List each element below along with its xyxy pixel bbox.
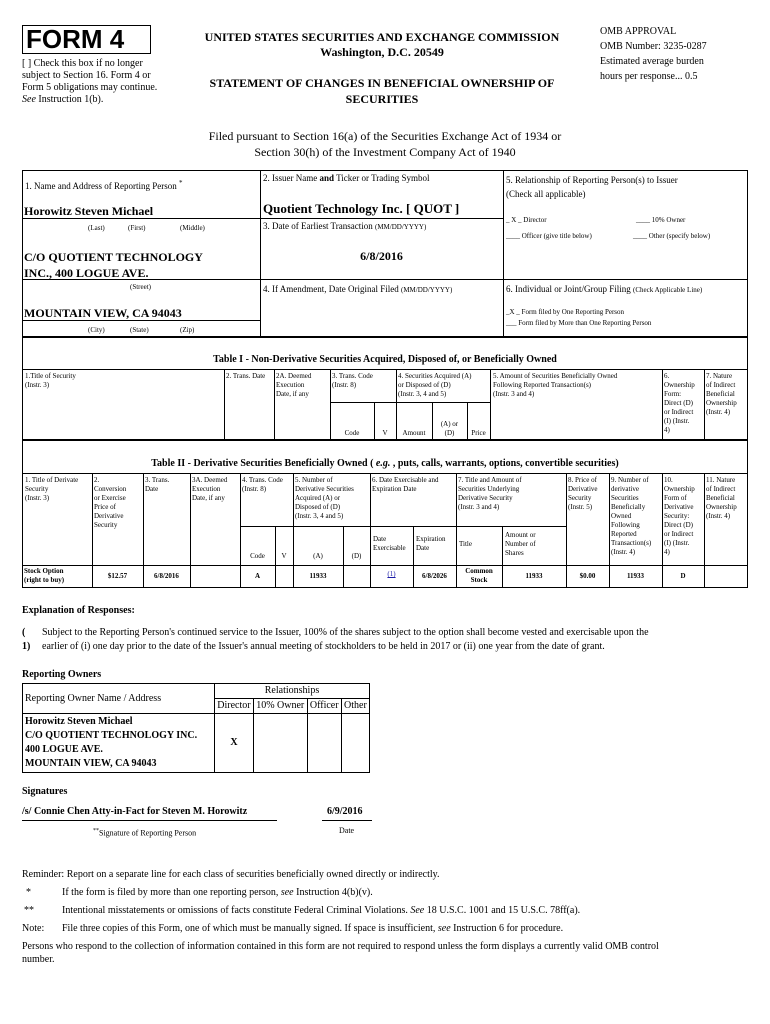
- form-title: FORM 4: [26, 24, 125, 54]
- owners-col-ten-pct: 10% Owner: [253, 699, 307, 714]
- t2-col-ownership-line: Security:: [664, 512, 690, 520]
- t2-sub-date-ex: [373, 535, 406, 553]
- omb-burden-1: Estimated average burden: [600, 56, 704, 67]
- t2-col-nature: [706, 476, 737, 521]
- t2-col-number: [295, 476, 354, 521]
- t2-row-acquired: 11933: [309, 572, 327, 580]
- reporting-person-address-2: INC., 400 LOGUE AVE.: [24, 266, 149, 280]
- owners-heading: Reporting Owners: [22, 669, 102, 680]
- t2-col-price-line: Security: [568, 494, 592, 502]
- t2-row-date: 6/8/2016: [154, 572, 179, 580]
- t2-row-code: A: [254, 572, 261, 580]
- owner-director-mark: X: [215, 714, 254, 773]
- statement-title: STATEMENT OF CHANGES IN BENEFICIAL OWNERSHIP OF SECURITIES: [209, 76, 555, 106]
- t2-col-ownership-line: Direct (D): [664, 521, 693, 529]
- filing-one-person: _X _ Form filed by One Reporting Person: [506, 308, 625, 316]
- t2-col-underlying-line: 7. Title and Amount of: [458, 476, 522, 484]
- relationship-ten-pct: ____ 10% Owner: [636, 216, 686, 224]
- t2-col-code: [242, 476, 283, 494]
- owners-col-other: Other: [341, 699, 369, 714]
- t1-sub-amount: Amount: [402, 429, 426, 437]
- t2-sub-amount: [505, 531, 536, 558]
- filed-pursuant-line-1: Filed pursuant to Section 16(a) of the Securities Exchange Act of 1934 or: [208, 129, 562, 143]
- t2-sub-v: V: [281, 552, 287, 560]
- t1-col-amount: 5. Amount of Securities Beneficially Owned Following Reported Transaction(s) (Instr. 3 and 4): [493, 372, 618, 398]
- reporting-person-name: Horowitz Steven Michael: [24, 204, 154, 218]
- reporting-person-city: MOUNTAIN VIEW, CA 94043: [24, 306, 182, 320]
- footer-star: *: [26, 887, 31, 898]
- t2-col-owned-line: Beneficially: [611, 503, 646, 511]
- t2-col-underlying-line: (Instr. 3 and 4): [458, 503, 500, 511]
- t2-col-price-line: (Instr. 5): [568, 503, 593, 511]
- t2-sub-amount-line: Amount or: [505, 531, 536, 539]
- t2-row-expiration: 6/8/2026: [422, 572, 447, 580]
- t2-sub-date-ex-line: Date: [373, 535, 387, 543]
- t2-col-ownership-line: Form of: [664, 494, 687, 502]
- relationship-other: ____ Other (specify below): [633, 232, 711, 240]
- t1-sub-code: Code: [344, 429, 360, 437]
- t1-sub-v: V: [382, 429, 388, 437]
- filing-more-persons: ___ Form filed by More than One Reporting Person: [506, 319, 652, 327]
- t2-sub-code: Code: [250, 552, 265, 560]
- t1-col-deemed: 2A. Deemed Execution Date, if any: [276, 372, 312, 398]
- relationship-officer: ____ Officer (give title below): [506, 232, 592, 240]
- footer-star-text: If the form is filed by more than one reporting person, see Instruction 4(b)(v).: [62, 887, 373, 898]
- t2-sub-a: (A): [313, 552, 323, 560]
- filing-label: 6. Individual or Joint/Group Filing (Check Applicable Line): [506, 284, 703, 294]
- table-1: [22, 337, 748, 440]
- t2-col-number-line: Acquired (A) or: [295, 494, 341, 502]
- agency-city: Washington, D.C. 20549: [320, 45, 444, 59]
- t2-sub-exp: [416, 535, 446, 553]
- amendment-label: 4. If Amendment, Date Original Filed (MM/DD/YYYY): [263, 284, 453, 294]
- t1-sub-aord: (A) or (D): [440, 420, 459, 437]
- first-label: (First): [128, 224, 146, 232]
- t2-col-title-line: Security: [25, 485, 49, 493]
- t2-col-ownership-line: Derivative: [664, 503, 694, 511]
- t2-row-deriv-price: $0.00: [579, 572, 596, 580]
- form-check-box-note: [ ] Check this box if no longer subject to Section 16. Form 4 or Form 5 obligations may continue. See Instruction 1(b).: [22, 58, 158, 105]
- t1-col-acquired: 4. Securities Acquired (A) or Disposed of (D) (Instr. 3, 4 and 5): [398, 372, 472, 398]
- t2-col-owned-line: Owned: [611, 512, 632, 520]
- t2-col-nature-line: 11. Nature: [706, 476, 736, 484]
- t2-row-price: $12.57: [107, 572, 128, 580]
- t2-col-owned-line: (Instr. 4): [611, 548, 636, 556]
- t2-col-code-line: 4. Trans. Code: [242, 476, 283, 484]
- t2-col-ownership-line: (I) (Instr.: [664, 539, 690, 547]
- t2-sub-amount-line: Number of: [505, 540, 536, 548]
- issuer-name: Quotient Technology Inc. [ QUOT ]: [263, 201, 460, 216]
- t2-row-amount: 11933: [525, 572, 543, 580]
- signature-date: 6/9/2016: [327, 806, 363, 817]
- table-row: [24, 567, 64, 585]
- t2-col-owned-line: 9. Number of: [611, 476, 649, 484]
- t2-col-price: [568, 476, 598, 512]
- t2-col-deemed: [192, 476, 227, 503]
- t2-col-number-line: Disposed of (D): [295, 503, 341, 511]
- owners-col-director: Director: [215, 699, 254, 714]
- t2-col-conversion-line: Price of: [94, 503, 116, 511]
- state-label: (State): [130, 326, 149, 334]
- omb-approval-title: OMB APPROVAL: [600, 26, 677, 37]
- t1-sub-price: Price: [471, 429, 486, 437]
- agency-name: UNITED STATES SECURITIES AND EXCHANGE COMMISSION: [204, 30, 560, 44]
- t2-col-underlying-line: Derivative Security: [458, 494, 513, 502]
- t2-col-conversion-line: 2.: [94, 476, 100, 484]
- t2-col-ownership-line: 10.: [664, 476, 673, 484]
- omb-burden-2: hours per response... 0.5: [600, 71, 698, 82]
- omb-number: OMB Number: 3235-0287: [600, 41, 707, 52]
- t2-col-ownership-line: Ownership: [664, 485, 695, 493]
- issuer-label: 2. Issuer Name and Ticker or Trading Symbol: [263, 173, 430, 183]
- t2-sub-title: Title: [459, 540, 472, 548]
- t2-col-owned-line: Transaction(s): [611, 539, 652, 547]
- t2-col-owned-line: Reported: [611, 530, 637, 538]
- reporting-person-address-1: C/O QUOTIENT TECHNOLOGY: [24, 250, 203, 264]
- t2-col-owned: [611, 476, 651, 557]
- t2-col-title: [25, 476, 78, 503]
- t2-col-exercisable-line: Expiration Date: [372, 485, 417, 493]
- owner-name-address: Horowitz Steven Michael C/O QUOTIENT TECHNOLOGY INC. 400 LOGUE AVE. MOUNTAIN VIEW, CA 94043: [23, 714, 215, 773]
- t2-col-nature-line: Ownership: [706, 503, 737, 511]
- t2-col-underlying-line: Securities Underlying: [458, 485, 520, 493]
- t2-col-deemed-line: Execution: [192, 485, 221, 493]
- t2-col-conversion: [94, 476, 126, 530]
- middle-label: (Middle): [180, 224, 205, 232]
- footer-persons: Persons who respond to the collection of information contained in this form are not required to respond unless the form displays a currently valid OMB control number.: [22, 941, 659, 965]
- t2-col-exercisable-line: 6. Date Exercisable and: [372, 476, 439, 484]
- t2-sub-exp-line: Expiration: [416, 535, 446, 543]
- t2-col-conversion-line: Security: [94, 521, 118, 529]
- t2-col-owned-line: Securities: [611, 494, 639, 502]
- t2-col-owned-line: derivative: [611, 485, 639, 493]
- t2-col-deemed-line: 3A. Deemed: [192, 476, 228, 484]
- t2-col-underlying: [458, 476, 522, 512]
- owners-relationships: Relationships: [215, 684, 370, 699]
- t2-col-price-line: 8. Price of: [568, 476, 597, 484]
- footer-note: Note:: [22, 923, 45, 934]
- t1-col-ownership: 6. Ownership Form: Direct (D) or Indirect (I) (Instr. 4): [664, 372, 695, 434]
- city-label: (City): [88, 326, 105, 334]
- t2-sub-date-ex-line: Exercisable: [373, 544, 406, 552]
- reporting-person-label: 1. Name and Address of Reporting Person *: [25, 179, 183, 191]
- relationship-director: _ X _ Director: [506, 216, 547, 224]
- t2-sub-amount-line: Shares: [505, 549, 524, 557]
- t2-col-price-line: Derivative: [568, 485, 598, 493]
- t2-sub-exp-line: Date: [416, 544, 430, 552]
- t2-row-security-2: (right to buy): [24, 576, 65, 584]
- t2-col-title-line: (Instr. 3): [25, 494, 50, 502]
- signature-date-label: Date: [339, 826, 355, 835]
- footer-dstar: **: [24, 905, 34, 916]
- t2-col-trans-date: [145, 476, 169, 494]
- t1-col-code: 3. Trans. Code (Instr. 8): [332, 372, 373, 389]
- t2-row-security-1: Stock Option: [24, 567, 64, 575]
- t2-col-conversion-line: Derivative: [94, 512, 124, 520]
- t2-row-title: Common Stock: [465, 567, 493, 584]
- footer-reminder: Reminder: Report on a separate line for each class of securities beneficially owned directly or indirectly.: [22, 869, 440, 880]
- explanation-text: Subject to the Reporting Person's continued service to the Issuer, 100% of the shares subject to the option shall become vested and exercisable upon the earlier of (i) one day prior to the date of the Issuer's annual meeting of stockholders to be held in 2017 or (ii) one year from the date of grant.: [42, 627, 649, 652]
- earliest-transaction-label: 3. Date of Earliest Transaction (MM/DD/YYYY): [263, 221, 427, 231]
- filed-pursuant-line-2: Section 30(h) of the Investment Company Act of 1940: [254, 145, 516, 159]
- t2-col-title-line: 1. Title of Derivate: [25, 476, 79, 484]
- t2-row-owned: 11933: [626, 572, 645, 580]
- owners-col-name: Reporting Owner Name / Address: [23, 684, 215, 714]
- t2-col-nature-line: (Instr. 4): [706, 512, 731, 520]
- t2-col-trans-date-line: 3. Trans.: [145, 476, 170, 484]
- t2-col-ownership-line: 4): [664, 548, 670, 556]
- t2-col-owned-line: Following: [611, 521, 640, 529]
- t1-col-nature: 7. Nature of Indirect Beneficial Ownership (Instr. 4): [706, 372, 737, 416]
- relationship-label: 5. Relationship of Reporting Person(s) to Issuer (Check all applicable): [506, 175, 678, 199]
- footer-dstar-text: Intentional misstatements or omissions of facts constitute Federal Criminal Violations. See 18 U.S.C. 1001 and 15 U.S.C. 78ff(a).: [62, 905, 581, 916]
- t2-col-number-line: Derivative Securities: [295, 485, 354, 493]
- last-label: (Last): [88, 224, 105, 232]
- street-label: (Street): [130, 283, 151, 291]
- t2-col-ownership-line: or Indirect: [664, 530, 694, 538]
- t2-col-code-line: (Instr. 8): [242, 485, 267, 493]
- explanation-mark: ( 1): [22, 627, 31, 652]
- t1-col-trans-date: 2. Trans. Date: [226, 372, 266, 380]
- t2-row-exercisable[interactable]: (1): [387, 570, 396, 578]
- t2-row-ownership: D: [680, 572, 686, 580]
- t2-sub-d: (D): [351, 552, 362, 560]
- t2-col-number-line: (Instr. 3, 4 and 5): [295, 512, 344, 520]
- owners-table: [22, 683, 370, 773]
- t2-col-nature-line: Beneficial: [706, 494, 735, 502]
- signatures-heading: Signatures: [22, 786, 68, 797]
- t2-col-conversion-line: Conversion: [94, 485, 127, 493]
- omb-approval: [600, 24, 760, 84]
- t2-col-ownership: [664, 476, 695, 557]
- zip-label: (Zip): [180, 326, 195, 334]
- earliest-transaction-date: 6/8/2016: [360, 249, 403, 263]
- t2-col-exercisable: [372, 476, 438, 494]
- table-2-title: Table II - Derivative Securities Beneficially Owned ( e.g. , puts, calls, warrants, options, convertible securities): [151, 458, 619, 469]
- table-1-title: Table I - Non-Derivative Securities Acquired, Disposed of, or Beneficially Owned: [213, 354, 557, 365]
- t1-col-title: 1.Title of Security (Instr. 3): [25, 372, 76, 389]
- t2-col-nature-line: of Indirect: [706, 485, 736, 493]
- owners-col-officer: Officer: [307, 699, 341, 714]
- t2-col-deemed-line: Date, if any: [192, 494, 225, 502]
- t2-col-number-line: 5. Number of: [295, 476, 333, 484]
- t2-col-trans-date-line: Date: [145, 485, 159, 493]
- footer-note-text: File three copies of this Form, one of which must be manually signed. If space is insufficient, see Instruction 6 for procedure.: [62, 923, 564, 934]
- signature-label: **Signature of Reporting Person: [93, 828, 197, 838]
- t2-col-conversion-line: or Exercise: [94, 494, 126, 502]
- signature-signer: /s/ Connie Chen Atty-in-Fact for Steven M. Horowitz: [22, 806, 248, 817]
- explanation-heading: Explanation of Responses:: [22, 605, 135, 616]
